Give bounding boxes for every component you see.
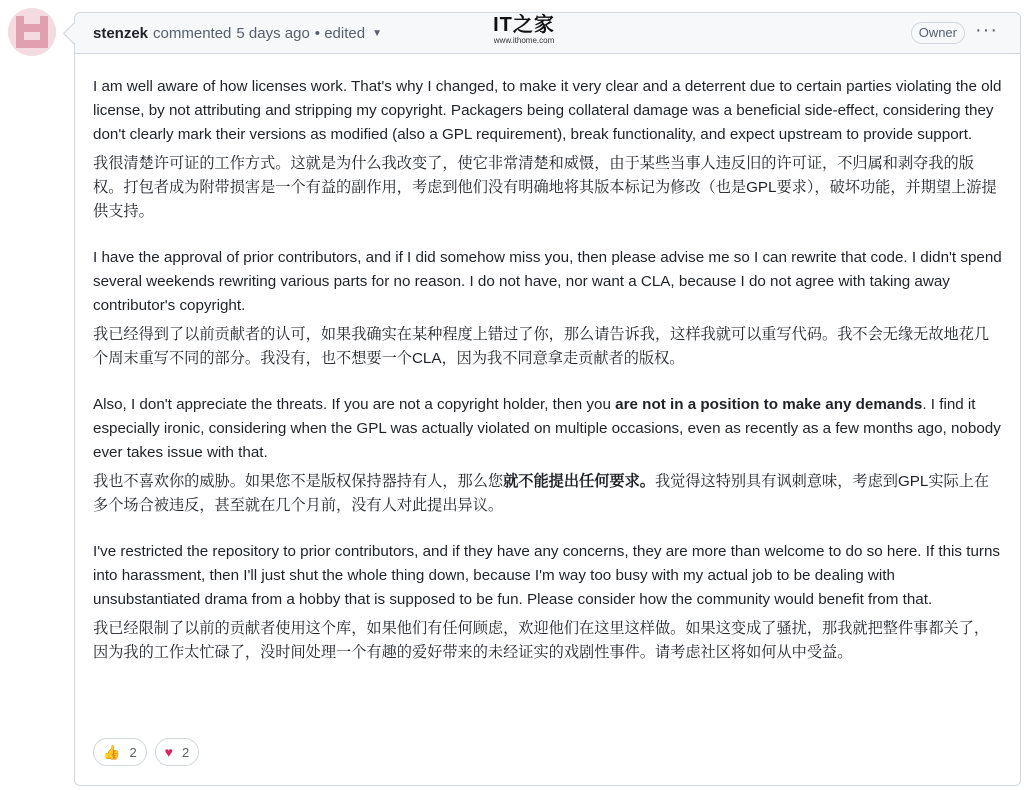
paragraph-zh-1: 我很清楚许可证的工作方式。这就是为什么我改变了，使它非常清楚和威慑，由于某些当事人违反旧的许可证，不归属和剥夺我的版权。打包者成为附带损害是一个有益的副作用，考虑到他们没有明确地将其版本标记为修改（也是GPL要求），破坏功能，并期望上游提供支持。: [93, 155, 997, 220]
author-link[interactable]: stenzek: [93, 24, 149, 42]
watermark-url: www.ithome.com: [493, 36, 555, 45]
paragraph-en-1: I am well aware of how licenses work. That's why I changed, to make it very clear and a deterrent due to certain parties violating the old license, by not attributing and stripping my copyright. Packagers being collateral damage was a beneficial side-effect, considering they don't clearly mark their versions as modified (also a GPL requirement), break functionality, and expect upstream to provide support.: [93, 78, 1002, 143]
paragraph-en-3-bold: are not in a position to make any demands: [615, 396, 923, 413]
paragraph-zh-4: 我已经限制了以前的贡献者使用这个库，如果他们有任何顾虑，欢迎他们在这里这样做。如果这变成了骚扰，那我就把整件事都关了，因为我的工作太忙碌了，没时间处理一个有趣的爱好带来的未经证实的戏剧性事件。请考虑社区将如何从中受益。: [93, 620, 990, 661]
reaction-count: 2: [129, 744, 137, 760]
reaction-heart-button[interactable]: [155, 738, 200, 766]
paragraph-en-4: I've restricted the repository to prior contributors, and if they have any concerns, they are more than welcome to do so here. If this turns into harassment, then I'll just shut the whole thing down, because I'm way too busy with my actual job to be dealing with unsubstantiated drama from a hobby that is supposed to be fun. Please consider how the community would benefit from that.: [93, 543, 1001, 608]
reactions-bar: [93, 738, 199, 766]
paragraph-en-3-end: . I find it especially ironic, considering when the GPL was actually violated on multiple occasions, even as recently as a few months ago, nobody ever takes issue with that.: [93, 396, 1001, 461]
paragraph-en-3-start: Also, I don't appreciate the threats. If you are not a copyright holder, then you: [93, 396, 616, 413]
kebab-menu-icon[interactable]: ···: [975, 19, 998, 41]
owner-badge: Owner: [911, 22, 965, 44]
paragraph-zh-3-end: 我觉得这特别具有讽刺意味，考虑到GPL实际上在多个场合被违反，甚至就在几个月前，没有人对此提出异议。: [93, 473, 990, 514]
reaction-count: 2: [181, 744, 190, 760]
watermark-logo: [493, 14, 555, 50]
comment-body: [75, 54, 1020, 665]
edited-label: • edited: [314, 24, 366, 42]
comment-header: [75, 13, 1020, 54]
watermark-logo-text: IT之家: [493, 14, 555, 36]
paragraph-en-3: [93, 393, 1002, 465]
paragraph-zh-3: [93, 470, 1002, 518]
paragraph-en-2: I have the approval of prior contributors, and if I did somehow miss you, then please advise me so I can rewrite that code. I didn't spend several weekends rewriting various parts for no reason. I do not have, nor want a CLA, because I do not agree with taking away contributor's copyright.: [93, 249, 1002, 314]
paragraph-zh-3-bold: 就不能提出任何要求。: [503, 473, 655, 490]
avatar[interactable]: [8, 8, 56, 56]
comment-action: commented: [153, 24, 232, 42]
edited-dropdown[interactable]: [315, 25, 382, 42]
reaction-thumbs-up-button[interactable]: [93, 738, 147, 766]
paragraph-zh-3-start: 我也不喜欢你的威胁。如果您不是版权保持器持有人，那么您: [93, 473, 504, 490]
paragraph-zh-2: 我已经得到了以前贡献者的认可，如果我确实在某种程度上错过了你，那么请告诉我，这样我就可以重写代码。我不会无缘无故地花几个周末重写不同的部分。我没有，也不想要一个CLA，因为我不同意拿走贡献者的版权。: [93, 326, 990, 367]
caret-down-icon: ▼: [372, 27, 382, 39]
thumbs-up-icon: 👍: [103, 744, 121, 760]
heart-icon: ♥: [164, 744, 173, 760]
identicon-icon: [8, 8, 56, 56]
comment-box: [74, 12, 1021, 786]
comment-timestamp[interactable]: 5 days ago: [236, 24, 310, 42]
